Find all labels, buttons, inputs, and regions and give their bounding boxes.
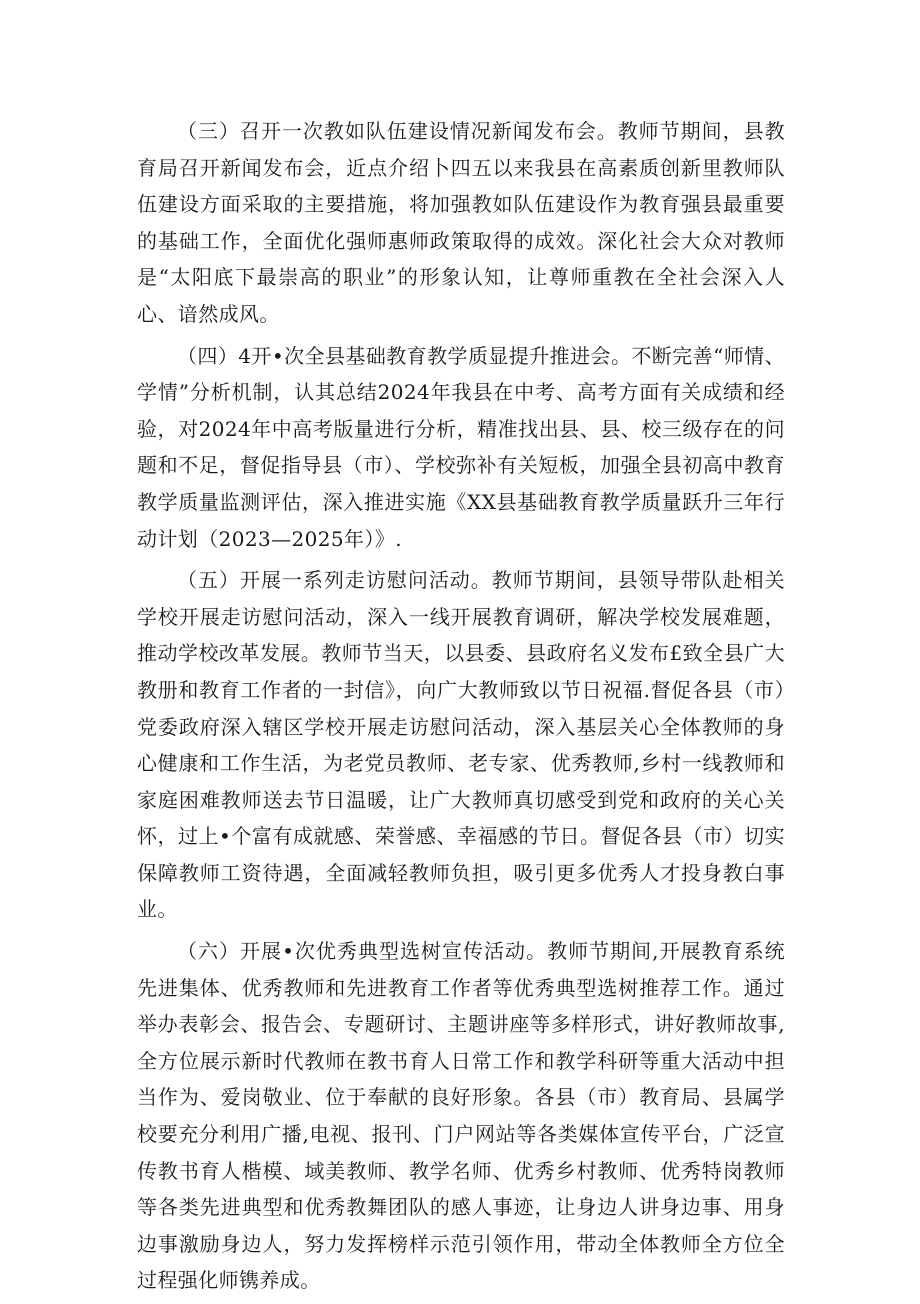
paragraph-section-5: （五）开展一系列走访慰问活动。教师节期间，县领导带队赴相关学校开展走访慰问活动，深入一线开展教育调研，解决学校发展难题，推动学校改革发展。教师节当天，以县委、县政府名义发布£致全县广大教册和教育工作者的一封信》，向广大教师致以节日祝福.督促各县（市）党委政府深入辖区学校开展走访慰问活动，深入基层关心全体教师的身心健康和工作生活，为老党员教师、老专家、优秀教师,乡村一线教师和家庭困难教师送去节日温暖，让广大教师真切感受到党和政府的关心关怀，过上•个富有成就感、荣誉感、幸福感的节日。督促各县（市）切实保障教师工资待遇，全面减轻教师负担，吸引更多优秀人才投身教白事业。 — [137, 568, 785, 922]
paragraph-section-6: （六）开展•次优秀典型选树宣传活动。教师节期间,开展教育系统先进集体、优秀教师和先进教育工作者等优秀典型选树推荐工作。通过举办表彰会、报告会、专题研讨、主题讲座等多样形式，讲好教师故事,全方位展示新时代教师在教书育人日常工作和教学科研等重大活动中担当作为、爱岗敬业、位于奉献的良好形象。各县（市）教育局、县属学校要充分利用广播,电视、报刊、门户网站等各类媒体宣传平台，广泛宣传教书育人楷模、域美教师、教学名师、优秀乡村教师、优秀特岗教师等各类先进典型和优秀教舞团队的感人事迹，让身边人讲身边事、用身边事激励身边人，努力发挥榜样示范引领作用，带动全体教师全方位全过程强化师镌养成。 — [137, 939, 785, 1293]
document-body — [137, 113, 785, 1304]
paragraph-section-3: （三）召开一次教如队伍建设情况新闻发布会。教师节期间，县教育局召开新闻发布会，近点介绍卜四五以来我县在高素质创新里教师队伍建设方面采取的主要措施，将加强教如队伍建设作为教育强县最重要的基础工作，全面优化强师惠师政策取得的成效。深化社会大众对教师是“太阳底下最崇高的职业”的形象认知，让尊师重教在全社会深入人心、谙然成风。 — [137, 119, 785, 326]
paragraph-section-4: （四）4开•次全县基础教育教学质显提升推进会。不断完善“师情、学情”分析机制，认其总结2024年我县在中考、高考方面有关成绩和经验，对2024年中高考版量进行分析，精准找出县、县、校三级存在的问题和不足，督促指导县（市）、学校弥补有关短板，加强全县初高中教育教学质量监测评估，深入推进实施《XX县基础教育教学质量跃升三年行动计划（2023—2025年）》. — [137, 343, 785, 551]
